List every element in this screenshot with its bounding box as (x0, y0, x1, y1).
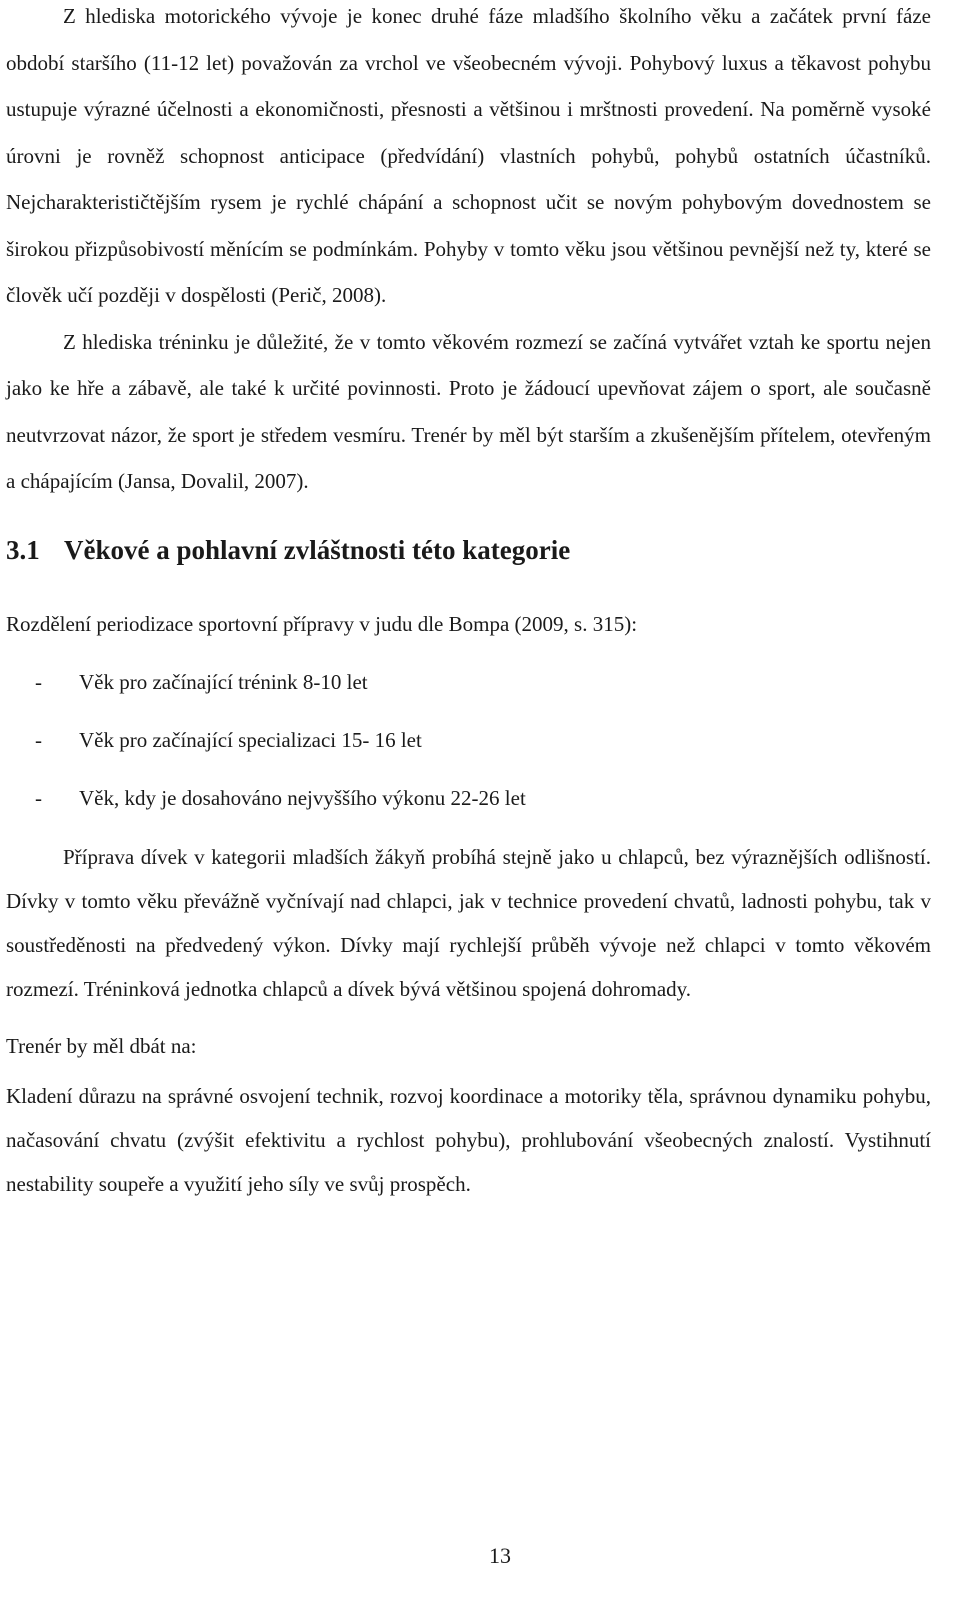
list-item (6, 653, 931, 711)
list-dash: - (35, 670, 42, 694)
list-item (6, 711, 931, 769)
list-dash: - (35, 786, 42, 810)
paragraph-motor-development: Z hlediska motorického vývoje je konec druhé fáze mladšího školního věku a začátek první fáze období staršího (11-12 let) považován za vrchol ve všeobecném vývoji. Pohybový luxus a těkavost pohybu ustupuje výrazné účelnosti a ekonomičnosti, přesnosti a většinou i mrštnosti provedení. Na poměrně vysoké úrovni je rovněž schopnost anticipace (předvídání) vlastních pohybů, pohybů ostatních účastníků. Nejcharakterističtějším rysem je rychlé chápání a schopnost učit se novým pohybovým dovednostem se širokou přizpůsobivostí měnícím se podmínkám. Pohyby v tomto věku jsou většinou pevnější než ty, které se člověk učí později v dospělosti (Perič, 2008). (6, 4, 931, 307)
paragraph-coach-should: Trenér by měl dbát na: (6, 1034, 197, 1058)
paragraph-training-aspects: Z hlediska tréninku je důležité, že v tomto věkovém rozmezí se začíná vytvářet vztah ke sportu nejen jako ke hře a zábavě, ale také k určité povinnosti. Proto je žádoucí upevňovat zájem o sport, ale současně neutvrzovat názor, že sport je středem vesmíru. Trenér by měl být starším a zkušenějším přítelem, otevřeným a chápajícím (Jansa, Dovalil, 2007). (6, 329, 931, 493)
list-item-text: Věk pro začínající trénink 8-10 let (79, 670, 368, 694)
page-number: 13 (489, 1543, 511, 1568)
list-item (6, 769, 931, 827)
paragraph-coach-focus: Kladení důrazu na správné osvojení technik, rozvoj koordinace a motoriky těla, správnou dynamiku pohybu, načasování chvatu (zvýšit efektivitu a rychlost pohybu), prohlubování všeobecných znalostí. Vystihnutí nestability soupeře a využití jeho síly ve svůj prospěch. (6, 1083, 931, 1196)
document-page (6, 0, 931, 1206)
section-title: Věkové a pohlavní zvláštnosti této kategorie (64, 534, 571, 565)
age-periodization-list (6, 653, 931, 827)
list-dash: - (35, 728, 42, 752)
section-number: 3.1 (6, 534, 40, 565)
paragraph-girls-preparation: Příprava dívek v kategorii mladších žákyň probíhá stejně jako u chlapců, bez výraznějších odlišností. Dívky v tomto věku převážně vyčnívají nad chlapci, jak v technice provedení chvatů, ladnosti pohybu, tak v soustředěnosti na předvedený výkon. Dívky mají rychlejší průběh vývoje než chlapci v tomto věkovém rozmezí. Tréninková jednotka chlapců a dívek bývá většinou spojená dohromady. (6, 845, 931, 1001)
list-item-text: Věk pro začínající specializaci 15- 16 let (79, 728, 422, 752)
section-heading (6, 533, 931, 567)
list-item-text: Věk, kdy je dosahováno nejvyššího výkonu 22-26 let (79, 786, 526, 810)
paragraph-periodization-intro: Rozdělení periodizace sportovní přípravy v judu dle Bompa (2009, s. 315): (6, 611, 638, 636)
